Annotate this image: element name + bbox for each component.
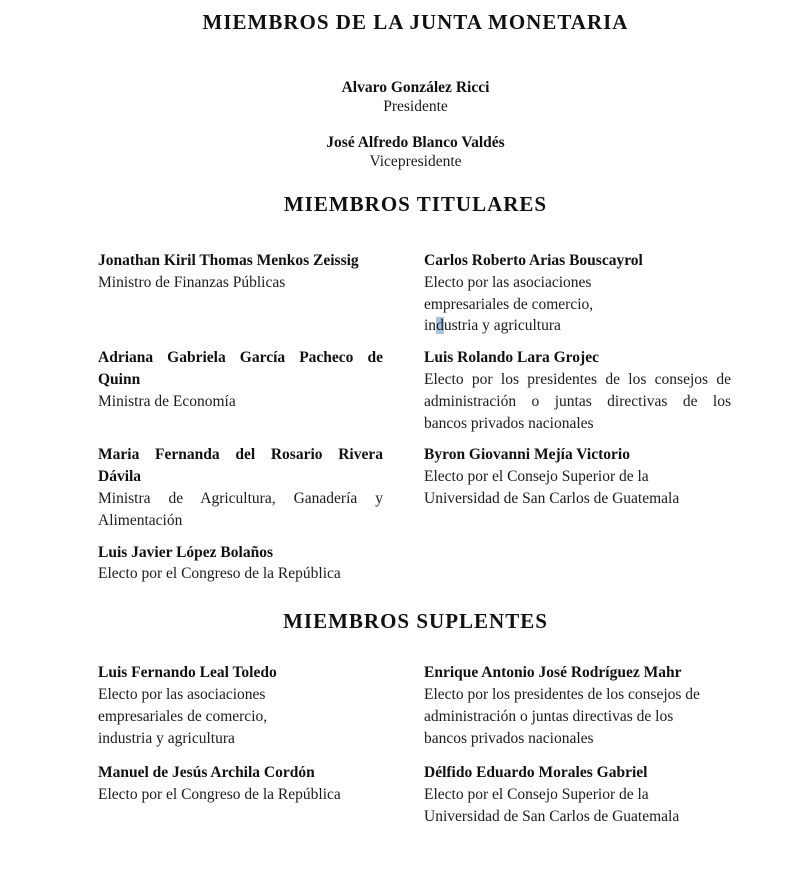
member-role-line: Electo por las asociaciones xyxy=(98,685,266,703)
member-role-line: bancos privados nacionales xyxy=(424,729,594,747)
member-name xyxy=(424,347,731,369)
member-role-line: Ministro de Finanzas Públicas xyxy=(98,273,286,291)
member-name-line: Luis Rolando Lara Grojec xyxy=(424,349,599,367)
member-name-line: Adriana Gabriela García Pacheco de xyxy=(98,349,383,367)
member-name-line: Quinn xyxy=(98,370,141,388)
member-entry xyxy=(98,762,383,827)
members-row xyxy=(98,762,733,827)
member-entry xyxy=(98,250,383,337)
officer-name: Alvaro González Ricci xyxy=(341,79,490,96)
member-entry xyxy=(98,444,383,531)
member-name xyxy=(98,250,383,272)
member-role xyxy=(424,466,731,510)
member-role-line: Alimentación xyxy=(98,511,183,529)
member-name xyxy=(424,762,731,784)
member-entry xyxy=(424,762,731,827)
member-role-line: empresariales de comercio, xyxy=(424,295,594,313)
member-name xyxy=(98,542,383,564)
text-segment: in xyxy=(424,317,437,335)
member-role-line: Ministra de Agricultura, Ganadería y xyxy=(98,489,383,507)
member-role-line: administración o juntas directivas de los xyxy=(424,707,674,725)
member-name-line: Délfido Eduardo Morales Gabriel xyxy=(424,764,648,782)
member-role xyxy=(98,684,383,749)
member-entry xyxy=(424,347,731,434)
member-name xyxy=(98,762,383,784)
document-title: MIEMBROS DE LA JUNTA MONETARIA xyxy=(202,10,629,34)
member-role xyxy=(424,272,731,337)
members-row xyxy=(98,250,733,337)
member-entry xyxy=(424,444,731,531)
member-role xyxy=(98,391,383,413)
members-row xyxy=(98,347,733,434)
member-role xyxy=(424,369,731,434)
members-grid xyxy=(98,250,733,585)
member-entry xyxy=(98,662,383,749)
members-row xyxy=(98,444,733,531)
member-name xyxy=(424,250,731,272)
member-role-line: Electo por los presidentes de los consejos de xyxy=(424,370,731,388)
members-grid xyxy=(98,662,733,828)
member-role-line: bancos privados nacionales xyxy=(424,414,594,432)
member-name-line: Luis Javier López Bolaños xyxy=(98,543,273,561)
empty-cell xyxy=(424,542,731,586)
member-role-line: Electo por el Congreso de la República xyxy=(98,565,341,583)
officer-name: José Alfredo Blanco Valdés xyxy=(326,134,505,151)
member-role-line: Ministra de Economía xyxy=(98,392,236,410)
text-segment: ustria y agricultura xyxy=(443,317,561,335)
member-role-line: Electo por el Consejo Superior de la xyxy=(424,468,649,486)
member-role xyxy=(424,784,731,828)
member-entry xyxy=(98,542,383,586)
member-role-line: Electo por el Congreso de la República xyxy=(98,786,341,804)
members-row xyxy=(98,542,733,586)
member-name-line: Carlos Roberto Arias Bouscayrol xyxy=(424,252,643,269)
member-entry xyxy=(98,347,383,434)
member-role-line: administración o juntas directivas de los xyxy=(424,392,731,410)
member-role-line: Electo por el Consejo Superior de la xyxy=(424,786,649,804)
members-row xyxy=(98,662,733,749)
member-role xyxy=(98,272,383,294)
member-entry xyxy=(424,250,731,337)
member-name-line: Luis Fernando Leal Toledo xyxy=(98,664,277,682)
officer-role: Vicepresidente xyxy=(369,153,462,170)
member-name xyxy=(98,444,383,488)
member-role-line: Electo por los presidentes de los consejos de xyxy=(424,685,700,703)
member-role xyxy=(424,684,731,749)
member-name-line: Jonathan Kiril Thomas Menkos Zeissig xyxy=(98,252,359,269)
officer-entry xyxy=(98,133,733,171)
member-name-line: Manuel de Jesús Archila Cordón xyxy=(98,764,315,782)
member-name-line: Enrique Antonio José Rodríguez Mahr xyxy=(424,664,682,682)
member-role-line xyxy=(424,315,731,337)
member-name xyxy=(424,662,731,684)
section-heading: MIEMBROS TITULARES xyxy=(283,192,548,216)
text-selection-highlight: d xyxy=(436,317,444,335)
member-name-line: Dávila xyxy=(98,468,142,486)
section-suplentes xyxy=(98,607,733,828)
officers-block xyxy=(98,78,733,171)
member-role-line: Universidad de San Carlos de Guatemala xyxy=(424,489,680,507)
member-role-line: Universidad de San Carlos de Guatemala xyxy=(424,807,680,825)
officer-entry xyxy=(98,78,733,116)
member-role xyxy=(98,488,383,532)
section-titulares xyxy=(98,190,733,585)
member-role xyxy=(98,784,383,806)
member-name xyxy=(98,347,383,391)
member-entry xyxy=(424,662,731,749)
member-name-line: Byron Giovanni Mejía Victorio xyxy=(424,446,630,464)
member-role-line: Electo por las asociaciones xyxy=(424,273,592,291)
section-heading: MIEMBROS SUPLENTES xyxy=(283,609,548,634)
member-role xyxy=(98,563,383,585)
member-name-line: Maria Fernanda del Rosario Rivera xyxy=(98,446,383,464)
member-name xyxy=(424,444,731,466)
member-role-line: empresariales de comercio, xyxy=(98,707,268,725)
officer-role: Presidente xyxy=(383,98,448,115)
member-role-line: industria y agricultura xyxy=(98,729,235,747)
member-name xyxy=(98,662,383,684)
